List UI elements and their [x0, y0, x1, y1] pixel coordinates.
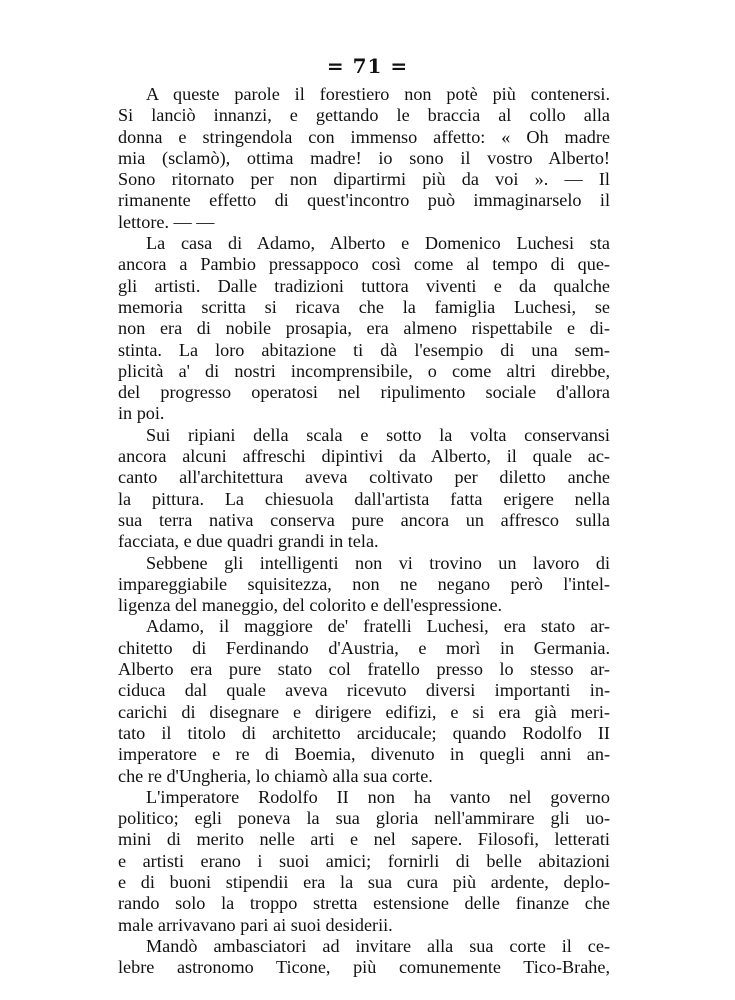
text-line: facciata, e due quadri grandi in tela.: [118, 531, 379, 552]
text-line: L'imperatore Rodolfo II non ha vanto nel governo: [146, 786, 610, 807]
text-line: memoria scritta si ricava che la famiglia Luchesi, se: [118, 296, 610, 317]
text-line: impareggiabile squisitezza, non ne negano però l'intel-: [118, 573, 610, 594]
text-line: imperatore e re di Boemia, divenuto in quegli anni an-: [118, 744, 610, 765]
text-line: lebre astronomo Ticone, più comunemente Tico-Brahe,: [118, 957, 610, 978]
text-line: ligenza del maneggio, del colorito e dell'espressione.: [118, 595, 503, 616]
text-line: Si lanciò innanzi, e gettando le braccia al collo alla: [118, 105, 610, 126]
text-line: chitetto di Ferdinando d'Austria, e morì in Germania.: [118, 637, 610, 658]
text-line: sua terra nativa conserva pure ancora un affresco sulla: [118, 509, 610, 530]
text-line: Adamo, il maggiore de' fratelli Luchesi, era stato ar-: [146, 616, 610, 637]
page-number: = 71 =: [326, 54, 409, 78]
text-line: Sebbene gli intelligenti non vi trovino un lavoro di: [146, 552, 610, 573]
text-line: mini di merito nelle arti e nel sapere. Filosofi, letterati: [118, 829, 610, 850]
text-line: La casa di Adamo, Alberto e Domenico Luchesi sta: [146, 233, 610, 254]
text-line: tato il titolo di architetto arciducale; quando Rodolfo II: [118, 722, 610, 743]
text-line: e artisti erano i suoi amici; fornirli di belle abitazioni: [118, 850, 610, 871]
text-line: la pittura. La chiesuola dall'artista fatta erigere nella: [118, 488, 610, 509]
text-line: Sui ripiani della scala e sotto la volta conservansi: [146, 424, 610, 445]
text-line: politico; egli poneva la sua gloria nell'ammirare gli uo-: [118, 808, 610, 829]
text-line: A queste parole il forestiero non potè più contenersi.: [146, 84, 610, 104]
text-line: ancora alcuni affreschi dipintivi da Alberto, il quale ac-: [118, 446, 610, 467]
text-line: ciduca dal quale aveva ricevuto diversi importanti in-: [118, 680, 610, 701]
text-line: Alberto era pure stato col fratello presso lo stesso ar-: [118, 659, 610, 680]
text-line: rimanente effetto di quest'incontro può immaginarselo il: [118, 190, 610, 211]
text-line: che re d'Ungheria, lo chiamò alla sua corte.: [118, 765, 433, 786]
text-line: Sono ritornato per non dipartirmi più da voi ». — Il: [118, 169, 610, 190]
text-line: stinta. La loro abitazione ti dà l'esempio di una sem-: [118, 339, 610, 360]
text-line: gli artisti. Dalle tradizioni tuttora viventi e da qualche: [118, 275, 610, 296]
text-line: rando solo la troppo stretta estensione delle finanze che: [118, 893, 610, 914]
text-line: Mandò ambasciatori ad invitare alla sua corte il ce-: [146, 935, 610, 956]
body-text: [118, 84, 610, 978]
text-line: plicità a' di nostri incomprensibile, o come altri direbbe,: [118, 360, 610, 381]
text-line: ancora a Pambio pressappoco così come al tempo di que-: [118, 254, 610, 275]
text-line: mia (sclamò), ottima madre! io sono il vostro Alberto!: [118, 147, 610, 168]
text-line: donna e stringendola con immenso affetto: « Oh madre: [118, 126, 610, 147]
text-line: del progresso operatosi nel ripulimento sociale d'allora: [118, 382, 610, 403]
text-line: e di buoni stipendii era la sua cura più ardente, deplo-: [118, 871, 610, 892]
text-line: in poi.: [118, 403, 165, 424]
text-line: canto all'architettura aveva coltivato per diletto anche: [118, 467, 610, 488]
text-line: lettore. — —: [118, 211, 215, 232]
text-line: male arrivavano pari ai suoi desiderii.: [118, 914, 393, 935]
text-line: non era di nobile prosapia, era almeno rispettabile e di-: [118, 318, 610, 339]
text-line: carichi di disegnare e dirigere edifizi, e si era già meri-: [118, 701, 610, 722]
